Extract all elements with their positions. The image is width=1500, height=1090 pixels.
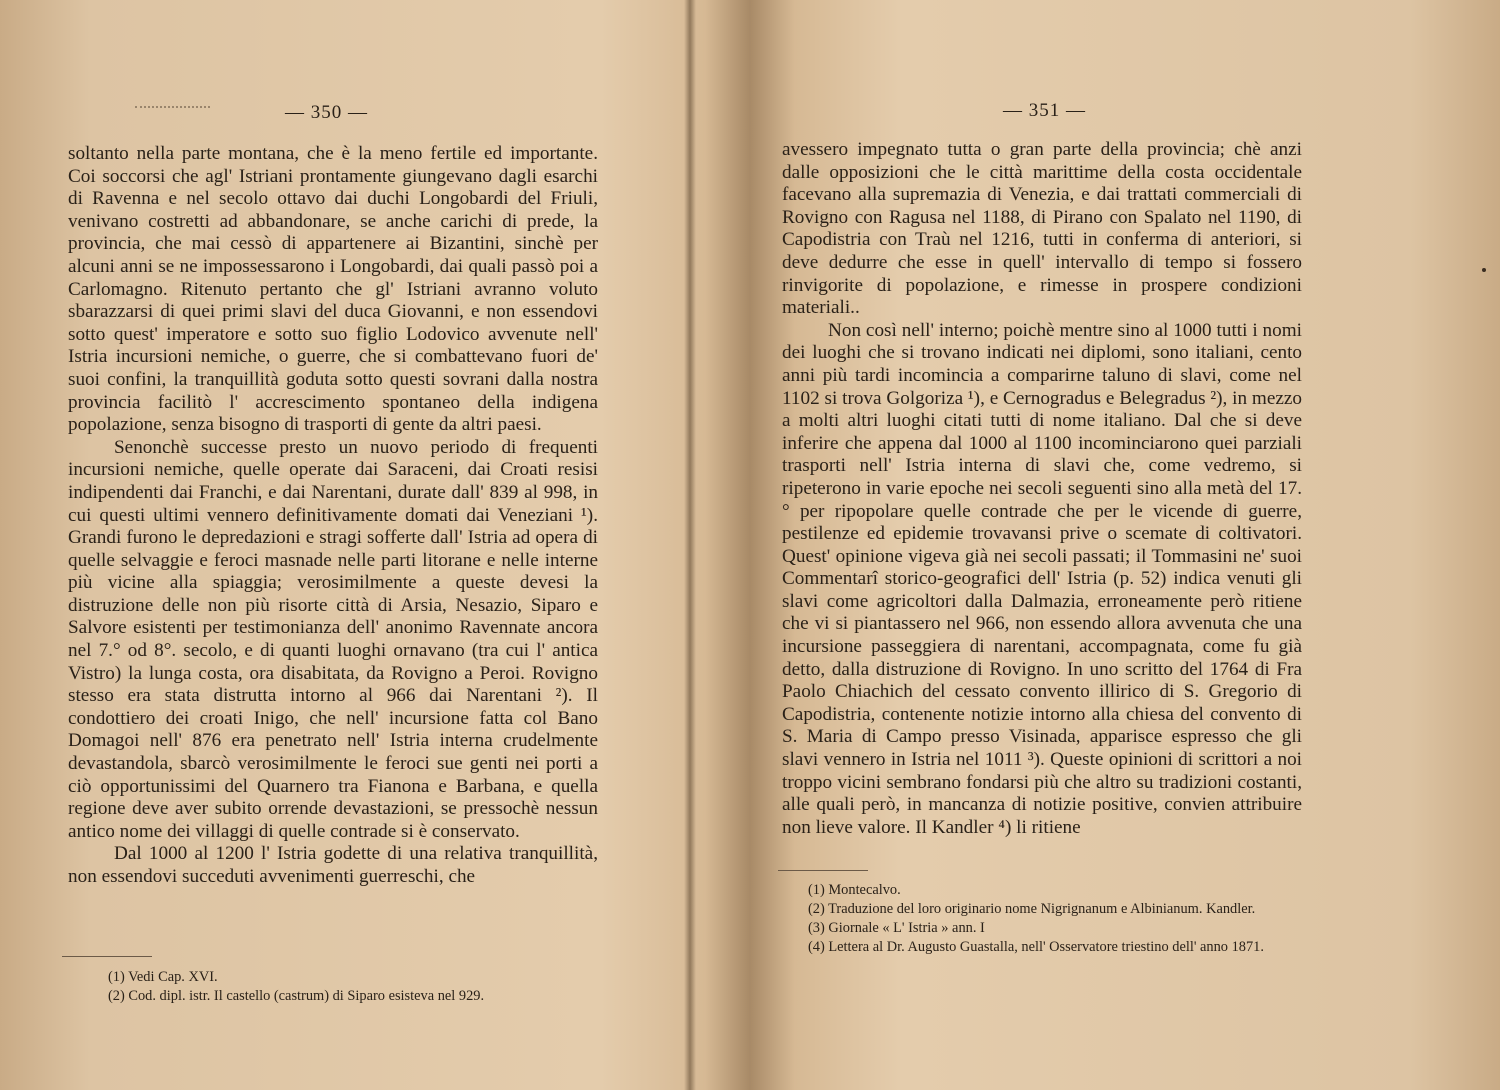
left-paragraph-2: Senonchè successe presto un nuovo periodo di frequenti incursioni nemiche, quelle operate dai Saraceni, dai Croati resisi indipendenti dai Franchi, e dai Narentani, durate dall' 839 al 998, in cui questi ultimi vennero definitivamente domati dai Veneziani ¹). Grandi furono le depredazioni e stragi sofferte dall' Istria ad opera di quelle selvaggie e feroci masnade nelle parti litorane e nelle interne più vicine alla spiaggia; verosimilmente a queste devesi la distruzione delle non più risorte città di Arsia, Nesazio, Siparo e Salvore esistenti per testimonianza dell' anonimo Ravennate ancora nel 7.° od 8°. secolo, e di quanti luoghi ornavano (tra cui l' antica Vistro) la lunga costa, ora disabitata, da Rovigno a Peroi. Rovigno stesso era stata distrutta intorno al 966 dai Narentani ²). Il condottiero dei croati Inigo, che nell' incursione fatta col Bano Domagoi nell' 876 era penetrato nell' Istria interna crudelmente devastandola, sbarcò verosimilmente le feroci sue genti nei porti a ciò opportunissimi del Quarnero tra Fianona e Barbana, e quella regione deve aver subito orrende devastazioni, se pressochè nessun antico nome dei villaggi di quelle contrade si è conservato. xyxy=(68,436,598,842)
left-footnote-1: (1) Vedi Cap. XVI. xyxy=(108,969,218,985)
right-footnote-rule xyxy=(778,870,868,871)
right-footnote-4: (4) Lettera al Dr. Augusto Guastalla, nell' Osservatore triestino dell' anno 1871. xyxy=(808,939,1264,955)
left-footnote-rule xyxy=(62,956,152,957)
left-body-text xyxy=(68,143,598,889)
left-footnotes xyxy=(108,968,628,1006)
right-footnote-2: (2) Traduzione del loro originario nome Nigrignanum e Albinianum. Kandler. xyxy=(808,901,1256,917)
paper-speck xyxy=(1482,268,1486,272)
right-body-text xyxy=(782,139,1302,839)
right-paragraph-1: avessero impegnato tutta o gran parte della provincia; chè anzi dalle opposizioni che le città marittime della costa occidentale facevano alla supremazia di Venezia, e dai trattati commerciali di Rovigno con Ragusa nel 1188, di Pirano con Spalato nel 1190, di Capodistria con Traù nel 1216, tutti in conferma di anteriori, si deve dedurre che esse in quell' intervallo di tempo si fossero rinvigorite di popolazione, e rimesse in prospere condizioni materiali.. xyxy=(782,139,1302,319)
page-number-left: — 350 — xyxy=(285,102,368,123)
right-footnotes xyxy=(782,881,1302,957)
left-paragraph-1: soltanto nella parte montana, che è la meno fertile ed importante. Coi soccorsi che agl' Istriani prontamente giungevano dagli esarchi di Ravenna e nel secolo ottavo dai duchi Longobardi del Friuli, venivano costretti ad abbandonare, se anche carichi di prede, la provincia, che mai cessò di appartenere ai Bizantini, sinchè per alcuni anni se ne impossessarono i Longobardi, dai quali passò poi a Carlomagno. Ritenuto pertanto che gl' Istriani avranno voluto sbarazzarsi di quei primi slavi del duca Giovanni, e non essendovi sotto quest' imperatore e sotto suo figlio Lodovico avvenute nell' Istria incursioni nemiche, o guerre, che si combattevano fuori de' suoi confini, la tranquillità goduta sotto questi sovrani dalla nostra provincia facilitò l' accrescimento spontaneo della indigena popolazione, senza bisogno di trasporti di gente da altri paesi. xyxy=(68,143,598,436)
left-footnote-2: (2) Cod. dipl. istr. Il castello (castrum) di Siparo esisteva nel 929. xyxy=(108,988,485,1004)
right-footnote-3: (3) Giornale « L' Istria » ann. I xyxy=(808,920,985,936)
page-number-right: — 351 — xyxy=(1003,100,1086,121)
right-page xyxy=(690,0,1500,1090)
right-footnote-1: (1) Montecalvo. xyxy=(808,882,901,898)
library-stamp xyxy=(135,106,210,116)
left-paragraph-3: Dal 1000 al 1200 l' Istria godette di una relativa tranquillità, non essendovi succeduti avvenimenti guerreschi, che xyxy=(68,843,598,887)
left-page xyxy=(0,0,690,1090)
right-paragraph-2: Non così nell' interno; poichè mentre sino al 1000 tutti i nomi dei luoghi che si trovano indicati nei diplomi, sono italiani, cento anni più tardi incomincia a comparirne taluno di slavi, come nel 1102 si trova Golgoriza ¹), e Cernogradus e Belegradus ²), in mezzo a molti altri luoghi citati tutti di nome italiano. Dal che si deve inferire che appena dal 1000 al 1100 incominciarono quei parziali trasporti nell' Istria interna di slavi che, come vedremo, si ripeterono in varie epoche nei secoli seguenti sino alla metà del 17.° per ripopolare quelle contrade che per le vicende di guerre, pestilenze ed epidemie trovavansi prive o scemate di coltivatori. Quest' opinione vigeva già nei secoli passati; il Tommasini ne' suoi Commentarî storico-geografici dell' Istria (p. 52) indica venuti gli slavi come agricoltori dalla Dalmazia, erroneamente però ritiene che vi si piantassero nel 966, non essendo allora avvenuta che una incursione passeggiera di narentani, accompagnata, come fu già detto, dalla distruzione di Rovigno. In uno scritto del 1764 di Fra Paolo Chiachich del cessato convento illirico di S. Gregorio di Capodistria, contenente notizie intorno alla chiesa del convento di S. Maria di Campo presso Visinada, apparisce espresso che gli slavi vennero in Istria nel 1011 ³). Queste opinioni di scrittori a noi troppo vicini sembrano fondarsi più che altro su tradizioni costanti, alle quali però, in mancanza di notizie positive, convien attribuire non lieve valore. Il Kandler ⁴) li ritiene xyxy=(782,319,1302,838)
